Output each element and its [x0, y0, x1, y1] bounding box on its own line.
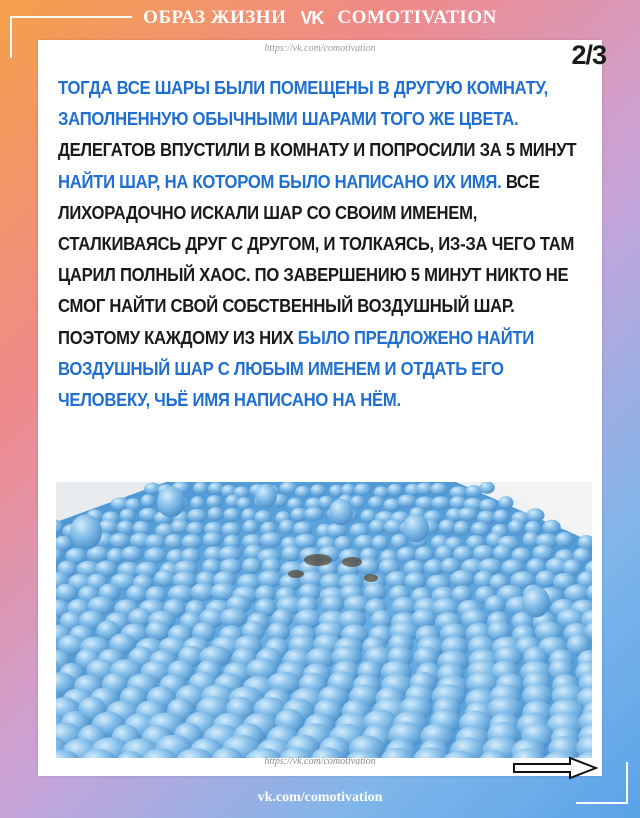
footer-link[interactable]: vk.com/comotivation	[257, 790, 383, 805]
header-right-label: COMOTIVATION	[337, 7, 497, 28]
balloons-photo	[56, 482, 592, 758]
content-card	[38, 40, 606, 776]
text-segment-accent: НАЙТИ ШАР, НА КОТОРОМ БЫЛО НАПИСАНО ИХ ИМЯ.	[58, 170, 502, 192]
text-segment: ВСЕ ЛИХОРАДОЧНО ИСКАЛИ ШАР СО СВОИМ ИМЕНЕМ, СТАЛКИВАЯСЬ ДРУГ С ДРУГОМ, И ТОЛКАЯСЬ, ИЗ-ЗА ЧЕГО ТАМ ЦАРИЛ ПОЛНЫЙ ХАОС. ПО ЗАВЕРШЕНИЮ 5 МИНУТ НИКТО НЕ СМОГ НАЙТИ СВОЙ СОБСТВЕННЫЙ ВОЗДУШНЫЙ ШАР. ПОЭТОМУ КАЖДОМУ ИЗ НИХ	[58, 170, 575, 348]
right-arrow-icon[interactable]	[512, 756, 598, 780]
watermark-top: https://vk.com/comotivation	[264, 43, 376, 54]
text-segment-accent: ТОГДА ВСЕ ШАРЫ БЫЛИ ПОМЕЩЕНЫ В ДРУГУЮ КОМНАТУ, ЗАПОЛНЕННУЮ ОБЫЧНЫМИ ШАРАМИ ТОГО ЖЕ ЦВЕТА.	[58, 77, 549, 130]
page-indicator: 2/3	[571, 40, 606, 70]
story-text	[58, 72, 578, 415]
text-segment: ДЕЛЕГАТОВ ВПУСТИЛИ В КОМНАТУ И ПОПРОСИЛИ ЗА 5 МИНУТ	[58, 139, 577, 161]
text-segment-accent: БЫЛО ПРЕДЛОЖЕНО НАЙТИ ВОЗДУШНЫЙ ШАР С ЛЮБЫМ ИМЕНЕМ И ОТДАТЬ ЕГО ЧЕЛОВЕКУ, ЧЬЁ ИМЯ НАПИСАНО НА НЁМ.	[58, 326, 534, 411]
watermark-bottom: https://vk.com/comotivation	[264, 756, 376, 767]
vk-logo-icon: VK	[300, 7, 324, 28]
balloons-illustration	[56, 482, 592, 758]
header-left-label: ОБРАЗ ЖИЗНИ	[143, 7, 287, 28]
